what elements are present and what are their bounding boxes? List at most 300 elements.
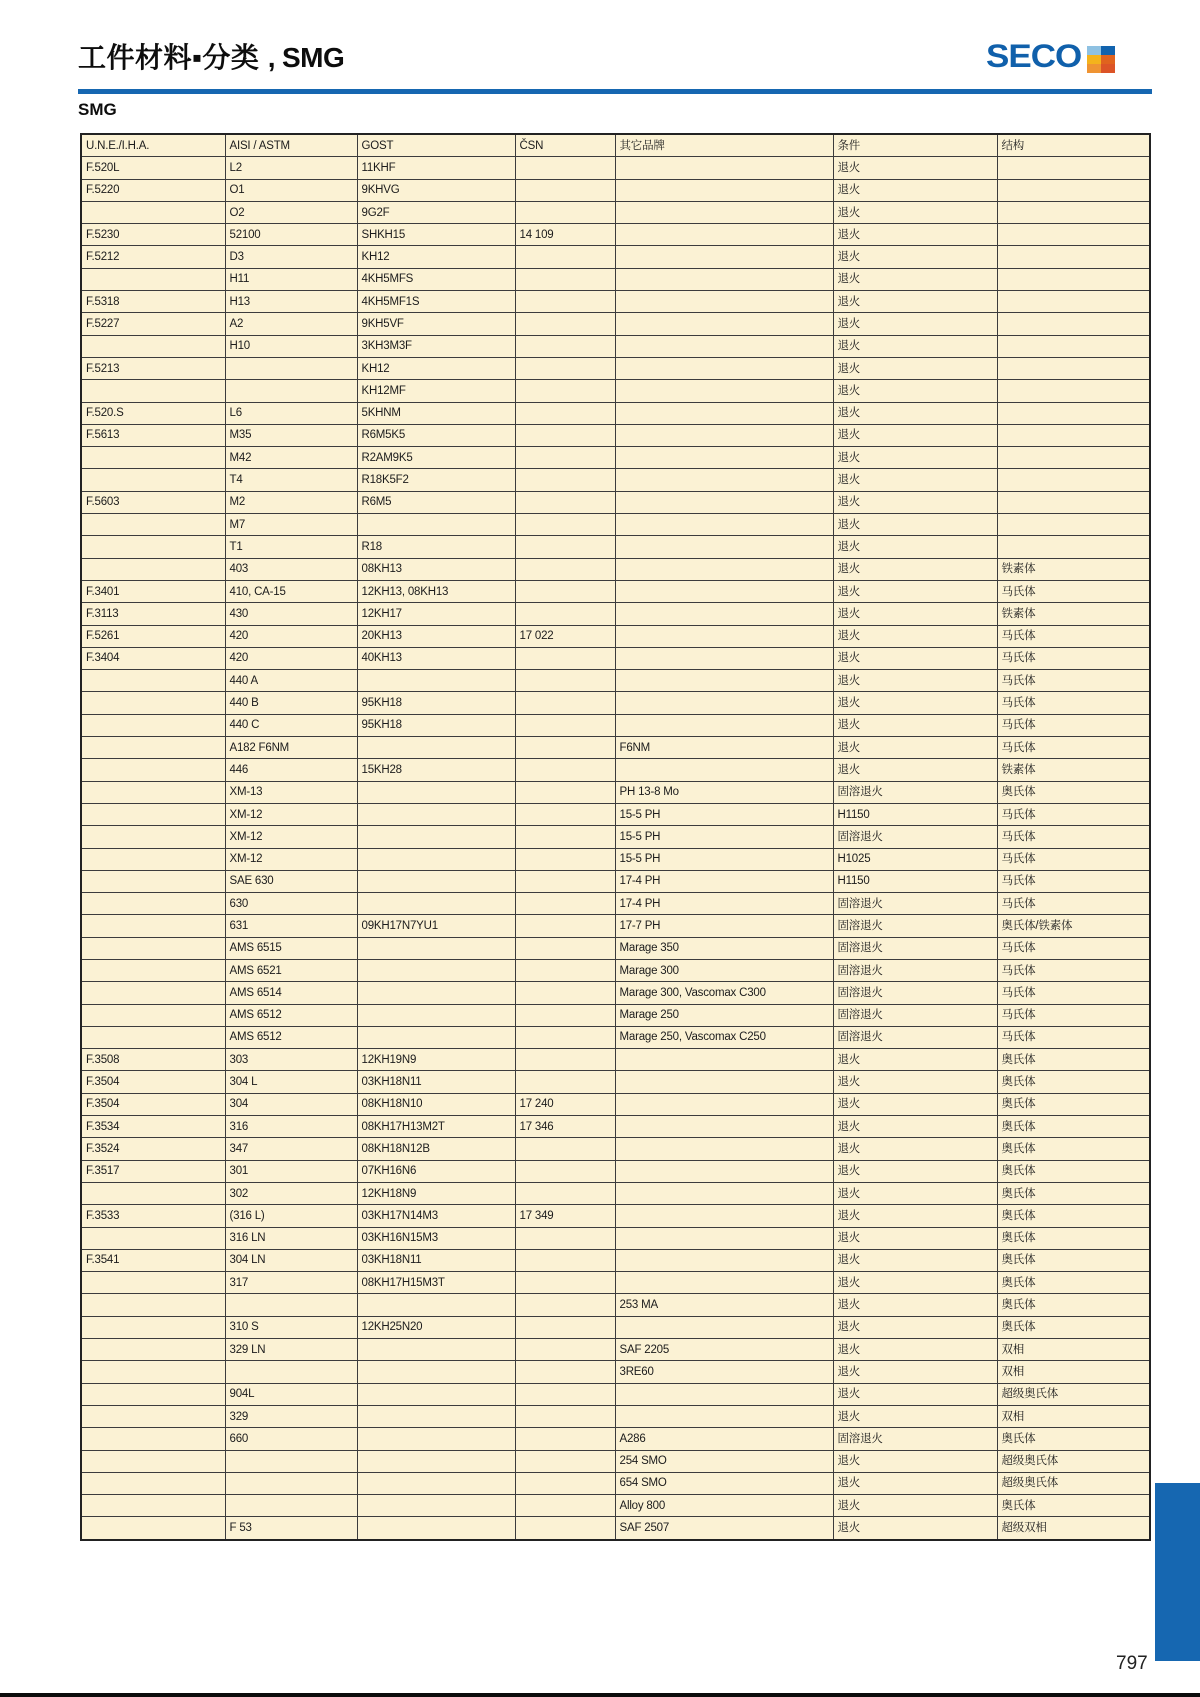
- table-cell: [81, 714, 225, 736]
- table-cell: M2: [225, 491, 357, 513]
- table-cell: [615, 536, 833, 558]
- table-cell: H1150: [833, 870, 997, 892]
- table-cell: [81, 1339, 225, 1361]
- table-row: [81, 982, 1150, 1004]
- table-cell: F.5213: [81, 357, 225, 379]
- table-cell: F.3404: [81, 647, 225, 669]
- table-cell: 铁素体: [997, 759, 1150, 781]
- table-cell: 08KH17H15M3T: [357, 1272, 515, 1294]
- table-cell: 奥氏体: [997, 1495, 1150, 1517]
- table-cell: F.5220: [81, 179, 225, 201]
- table-cell: 退火: [833, 402, 997, 424]
- table-cell: 03KH17N14M3: [357, 1205, 515, 1227]
- table-cell: 铁素体: [997, 603, 1150, 625]
- table-cell: 退火: [833, 157, 997, 179]
- table-cell: 双相: [997, 1405, 1150, 1427]
- table-cell: [515, 536, 615, 558]
- table-cell: 马氏体: [997, 692, 1150, 714]
- table-cell: [515, 1004, 615, 1026]
- table-cell: [515, 201, 615, 223]
- table-cell: [997, 424, 1150, 446]
- table-cell: [515, 157, 615, 179]
- table-cell: [515, 1026, 615, 1048]
- table-cell: 铁素体: [997, 558, 1150, 580]
- table-cell: [515, 1249, 615, 1271]
- table-cell: Marage 300, Vascomax C300: [615, 982, 833, 1004]
- table-cell: 302: [225, 1182, 357, 1204]
- table-cell: [615, 1049, 833, 1071]
- table-cell: [615, 1272, 833, 1294]
- table-cell: [357, 1026, 515, 1048]
- table-cell: [515, 915, 615, 937]
- table-cell: 马氏体: [997, 803, 1150, 825]
- table-cell: 3RE60: [615, 1361, 833, 1383]
- table-cell: 退火: [833, 1249, 997, 1271]
- table-cell: [225, 357, 357, 379]
- table-cell: [997, 491, 1150, 513]
- table-cell: [615, 670, 833, 692]
- table-cell: [81, 1227, 225, 1249]
- table-cell: 退火: [833, 1049, 997, 1071]
- table-cell: [615, 469, 833, 491]
- table-row: [81, 1405, 1150, 1427]
- table-cell: 9G2F: [357, 201, 515, 223]
- table-row: [81, 157, 1150, 179]
- table-cell: 退火: [833, 1495, 997, 1517]
- table-cell: [515, 826, 615, 848]
- table-cell: (316 L): [225, 1205, 357, 1227]
- table-cell: [81, 380, 225, 402]
- column-header-condition: 条件: [833, 134, 997, 157]
- table-cell: 303: [225, 1049, 357, 1071]
- table-cell: 固溶退火: [833, 1004, 997, 1026]
- table-row: [81, 246, 1150, 268]
- table-cell: [515, 1294, 615, 1316]
- table-cell: 03KH18N11: [357, 1071, 515, 1093]
- table-cell: KH12MF: [357, 380, 515, 402]
- table-cell: [515, 268, 615, 290]
- table-cell: [225, 1472, 357, 1494]
- table-cell: [515, 491, 615, 513]
- table-cell: [81, 1450, 225, 1472]
- table-cell: KH12: [357, 357, 515, 379]
- table-cell: AMS 6512: [225, 1026, 357, 1048]
- table-cell: [515, 514, 615, 536]
- table-cell: 退火: [833, 291, 997, 313]
- table-cell: 4KH5MF1S: [357, 291, 515, 313]
- table-cell: [515, 959, 615, 981]
- table-cell: 17 349: [515, 1205, 615, 1227]
- table-cell: [615, 157, 833, 179]
- column-header-structure: 结构: [997, 134, 1150, 157]
- table-cell: [997, 157, 1150, 179]
- table-cell: 奥氏体: [997, 1138, 1150, 1160]
- table-cell: [615, 1405, 833, 1427]
- table-cell: 退火: [833, 491, 997, 513]
- table-cell: 403: [225, 558, 357, 580]
- table-row: [81, 1316, 1150, 1338]
- table-cell: 马氏体: [997, 893, 1150, 915]
- table-cell: [615, 1205, 833, 1227]
- table-cell: 奥氏体: [997, 1160, 1150, 1182]
- table-cell: [615, 447, 833, 469]
- table-row: [81, 915, 1150, 937]
- table-cell: [515, 982, 615, 1004]
- header-divider-rule: [78, 89, 1152, 94]
- table-cell: O2: [225, 201, 357, 223]
- table-cell: F.520.S: [81, 402, 225, 424]
- table-row: [81, 447, 1150, 469]
- table-cell: T1: [225, 536, 357, 558]
- table-cell: 退火: [833, 1093, 997, 1115]
- table-cell: [515, 1383, 615, 1405]
- table-cell: [357, 670, 515, 692]
- table-cell: [515, 714, 615, 736]
- table-cell: SHKH15: [357, 224, 515, 246]
- table-cell: 马氏体: [997, 737, 1150, 759]
- table-cell: F.3524: [81, 1138, 225, 1160]
- table-row: [81, 313, 1150, 335]
- table-cell: [515, 357, 615, 379]
- table-cell: 301: [225, 1160, 357, 1182]
- table-cell: 马氏体: [997, 580, 1150, 602]
- table-cell: 15-5 PH: [615, 803, 833, 825]
- table-cell: [357, 893, 515, 915]
- table-cell: 17 022: [515, 625, 615, 647]
- table-cell: F.3504: [81, 1071, 225, 1093]
- table-cell: [81, 1472, 225, 1494]
- table-cell: [615, 179, 833, 201]
- table-cell: 304: [225, 1093, 357, 1115]
- table-cell: 08KH18N10: [357, 1093, 515, 1115]
- table-cell: [81, 1383, 225, 1405]
- table-cell: 904L: [225, 1383, 357, 1405]
- table-cell: F.3534: [81, 1116, 225, 1138]
- table-cell: 退火: [833, 580, 997, 602]
- table-cell: [357, 737, 515, 759]
- page-title-smg: SMG: [282, 42, 345, 73]
- table-row: [81, 1093, 1150, 1115]
- table-cell: [81, 1361, 225, 1383]
- table-cell: 退火: [833, 1450, 997, 1472]
- table-cell: [357, 781, 515, 803]
- table-cell: 09KH17N7YU1: [357, 915, 515, 937]
- table-row: [81, 402, 1150, 424]
- table-cell: AMS 6515: [225, 937, 357, 959]
- table-cell: [225, 1294, 357, 1316]
- table-cell: 退火: [833, 692, 997, 714]
- table-cell: [997, 447, 1150, 469]
- table-cell: [515, 1160, 615, 1182]
- seco-logo: [986, 38, 1115, 75]
- table-cell: F.3113: [81, 603, 225, 625]
- table-cell: [515, 893, 615, 915]
- table-cell: [81, 514, 225, 536]
- table-cell: [615, 647, 833, 669]
- table-cell: [615, 1227, 833, 1249]
- table-cell: 固溶退火: [833, 893, 997, 915]
- table-cell: T4: [225, 469, 357, 491]
- table-cell: R18K5F2: [357, 469, 515, 491]
- table-cell: F.5603: [81, 491, 225, 513]
- table-cell: [81, 670, 225, 692]
- table-cell: [615, 201, 833, 223]
- table-cell: 08KH18N12B: [357, 1138, 515, 1160]
- table-cell: 15KH28: [357, 759, 515, 781]
- table-row: [81, 603, 1150, 625]
- table-cell: F.3504: [81, 1093, 225, 1115]
- table-cell: [81, 915, 225, 937]
- table-cell: [515, 313, 615, 335]
- table-cell: 退火: [833, 179, 997, 201]
- table-cell: 退火: [833, 1316, 997, 1338]
- table-cell: 退火: [833, 1517, 997, 1540]
- table-cell: 12KH25N20: [357, 1316, 515, 1338]
- table-cell: R6M5K5: [357, 424, 515, 446]
- table-cell: [515, 424, 615, 446]
- table-cell: [225, 1495, 357, 1517]
- table-cell: [515, 1495, 615, 1517]
- table-row: [81, 558, 1150, 580]
- table-cell: F.520L: [81, 157, 225, 179]
- table-cell: [615, 514, 833, 536]
- table-row: [81, 424, 1150, 446]
- table-cell: F.3401: [81, 580, 225, 602]
- table-cell: F.5227: [81, 313, 225, 335]
- table-cell: [615, 1160, 833, 1182]
- table-cell: 马氏体: [997, 959, 1150, 981]
- table-cell: 马氏体: [997, 982, 1150, 1004]
- seco-logo-color-cube-icon: [1087, 46, 1115, 73]
- table-row: [81, 491, 1150, 513]
- table-cell: 17-4 PH: [615, 870, 833, 892]
- table-cell: [357, 848, 515, 870]
- table-cell: [81, 1316, 225, 1338]
- table-cell: A286: [615, 1428, 833, 1450]
- table-cell: [615, 246, 833, 268]
- table-cell: [997, 313, 1150, 335]
- table-cell: 退火: [833, 268, 997, 290]
- table-row: [81, 893, 1150, 915]
- page-bottom-edge-line: [0, 1693, 1200, 1697]
- table-cell: AMS 6521: [225, 959, 357, 981]
- table-row: [81, 1160, 1150, 1182]
- table-row: [81, 1495, 1150, 1517]
- table-cell: [357, 514, 515, 536]
- table-row: [81, 870, 1150, 892]
- table-cell: 317: [225, 1272, 357, 1294]
- table-cell: 马氏体: [997, 670, 1150, 692]
- table-cell: 退火: [833, 1405, 997, 1427]
- table-cell: 退火: [833, 737, 997, 759]
- table-cell: 退火: [833, 1205, 997, 1227]
- table-cell: SAF 2507: [615, 1517, 833, 1540]
- table-cell: 9KH5VF: [357, 313, 515, 335]
- table-cell: 退火: [833, 1383, 997, 1405]
- table-cell: H11: [225, 268, 357, 290]
- table-cell: [81, 268, 225, 290]
- table-cell: O1: [225, 179, 357, 201]
- table-cell: XM-12: [225, 826, 357, 848]
- table-row: [81, 1026, 1150, 1048]
- table-cell: 440 A: [225, 670, 357, 692]
- table-cell: [997, 514, 1150, 536]
- table-row: [81, 826, 1150, 848]
- table-cell: 15-5 PH: [615, 848, 833, 870]
- table-cell: 退火: [833, 469, 997, 491]
- table-cell: 304 L: [225, 1071, 357, 1093]
- column-header-gost: GOST: [357, 134, 515, 157]
- table-cell: [357, 826, 515, 848]
- table-cell: [997, 536, 1150, 558]
- table-cell: [357, 803, 515, 825]
- table-cell: 退火: [833, 647, 997, 669]
- table-cell: F.3541: [81, 1249, 225, 1271]
- table-cell: [997, 469, 1150, 491]
- table-row: [81, 1428, 1150, 1450]
- table-cell: 奥氏体: [997, 1182, 1150, 1204]
- table-cell: 40KH13: [357, 647, 515, 669]
- table-row: [81, 179, 1150, 201]
- table-cell: 马氏体: [997, 1026, 1150, 1048]
- table-cell: PH 13-8 Mo: [615, 781, 833, 803]
- column-header-other-brands: 其它品牌: [615, 134, 833, 157]
- table-cell: Marage 300: [615, 959, 833, 981]
- logo-color-square: [1087, 46, 1101, 55]
- table-cell: 退火: [833, 201, 997, 223]
- table-cell: 奥氏体: [997, 1272, 1150, 1294]
- table-cell: 退火: [833, 1294, 997, 1316]
- table-cell: 660: [225, 1428, 357, 1450]
- table-cell: [615, 1138, 833, 1160]
- table-row: [81, 580, 1150, 602]
- table-cell: 退火: [833, 1272, 997, 1294]
- table-cell: 95KH18: [357, 692, 515, 714]
- table-row: [81, 1472, 1150, 1494]
- table-cell: 奥氏体: [997, 1049, 1150, 1071]
- table-cell: 446: [225, 759, 357, 781]
- table-cell: 316: [225, 1116, 357, 1138]
- table-cell: [357, 1339, 515, 1361]
- table-cell: [357, 1361, 515, 1383]
- column-header-aisi-astm: AISI / ASTM: [225, 134, 357, 157]
- table-cell: M35: [225, 424, 357, 446]
- table-cell: [615, 424, 833, 446]
- table-cell: 马氏体: [997, 625, 1150, 647]
- table-cell: [515, 1472, 615, 1494]
- table-row: [81, 1182, 1150, 1204]
- table-cell: [515, 1361, 615, 1383]
- table-cell: 马氏体: [997, 848, 1150, 870]
- table-cell: 03KH16N15M3: [357, 1227, 515, 1249]
- table-cell: [81, 1004, 225, 1026]
- table-cell: [81, 201, 225, 223]
- table-cell: 超级奥氏体: [997, 1472, 1150, 1494]
- table-cell: [515, 1450, 615, 1472]
- table-row: [81, 335, 1150, 357]
- table-cell: [615, 603, 833, 625]
- table-cell: [997, 201, 1150, 223]
- table-cell: [615, 357, 833, 379]
- table-cell: [515, 647, 615, 669]
- table-cell: H13: [225, 291, 357, 313]
- table-cell: 304 LN: [225, 1249, 357, 1271]
- table-cell: [997, 402, 1150, 424]
- table-row: [81, 201, 1150, 223]
- table-cell: [515, 179, 615, 201]
- table-cell: L6: [225, 402, 357, 424]
- table-row: [81, 714, 1150, 736]
- table-cell: 15-5 PH: [615, 826, 833, 848]
- table-cell: 奥氏体: [997, 1093, 1150, 1115]
- table-cell: [81, 1294, 225, 1316]
- table-cell: 17 346: [515, 1116, 615, 1138]
- table-cell: [615, 313, 833, 335]
- table-header-row: [81, 134, 1150, 157]
- table-cell: [515, 1428, 615, 1450]
- table-cell: [515, 1182, 615, 1204]
- table-cell: [81, 848, 225, 870]
- table-cell: H10: [225, 335, 357, 357]
- table-cell: R2AM9K5: [357, 447, 515, 469]
- page-number: 797: [1116, 1653, 1148, 1674]
- table-cell: [615, 625, 833, 647]
- table-cell: F 53: [225, 1517, 357, 1540]
- table-cell: [515, 937, 615, 959]
- table-cell: [615, 1383, 833, 1405]
- table-cell: AMS 6512: [225, 1004, 357, 1026]
- table-cell: [615, 402, 833, 424]
- table-cell: [81, 803, 225, 825]
- table-cell: [357, 1383, 515, 1405]
- table-cell: SAE 630: [225, 870, 357, 892]
- table-cell: 420: [225, 647, 357, 669]
- table-cell: 17-7 PH: [615, 915, 833, 937]
- table-cell: XM-12: [225, 803, 357, 825]
- table-cell: [515, 603, 615, 625]
- table-cell: [515, 1227, 615, 1249]
- table-cell: [81, 692, 225, 714]
- table-cell: 固溶退火: [833, 937, 997, 959]
- table-cell: 奥氏体: [997, 1294, 1150, 1316]
- table-cell: [997, 268, 1150, 290]
- table-cell: [515, 335, 615, 357]
- table-row: [81, 291, 1150, 313]
- table-cell: [615, 1182, 833, 1204]
- table-cell: [615, 380, 833, 402]
- table-row: [81, 692, 1150, 714]
- table-cell: 退火: [833, 1138, 997, 1160]
- table-cell: 固溶退火: [833, 1026, 997, 1048]
- table-cell: 9KHVG: [357, 179, 515, 201]
- table-cell: [81, 536, 225, 558]
- table-cell: 退火: [833, 447, 997, 469]
- table-cell: [81, 959, 225, 981]
- table-cell: [615, 1093, 833, 1115]
- table-cell: [615, 759, 833, 781]
- table-cell: 329: [225, 1405, 357, 1427]
- table-cell: [515, 402, 615, 424]
- table-cell: [615, 1116, 833, 1138]
- table-cell: XM-12: [225, 848, 357, 870]
- table-row: [81, 1361, 1150, 1383]
- table-row: [81, 268, 1150, 290]
- table-cell: [997, 291, 1150, 313]
- table-cell: [515, 759, 615, 781]
- table-cell: 固溶退火: [833, 982, 997, 1004]
- table-cell: F.3508: [81, 1049, 225, 1071]
- table-row: [81, 1227, 1150, 1249]
